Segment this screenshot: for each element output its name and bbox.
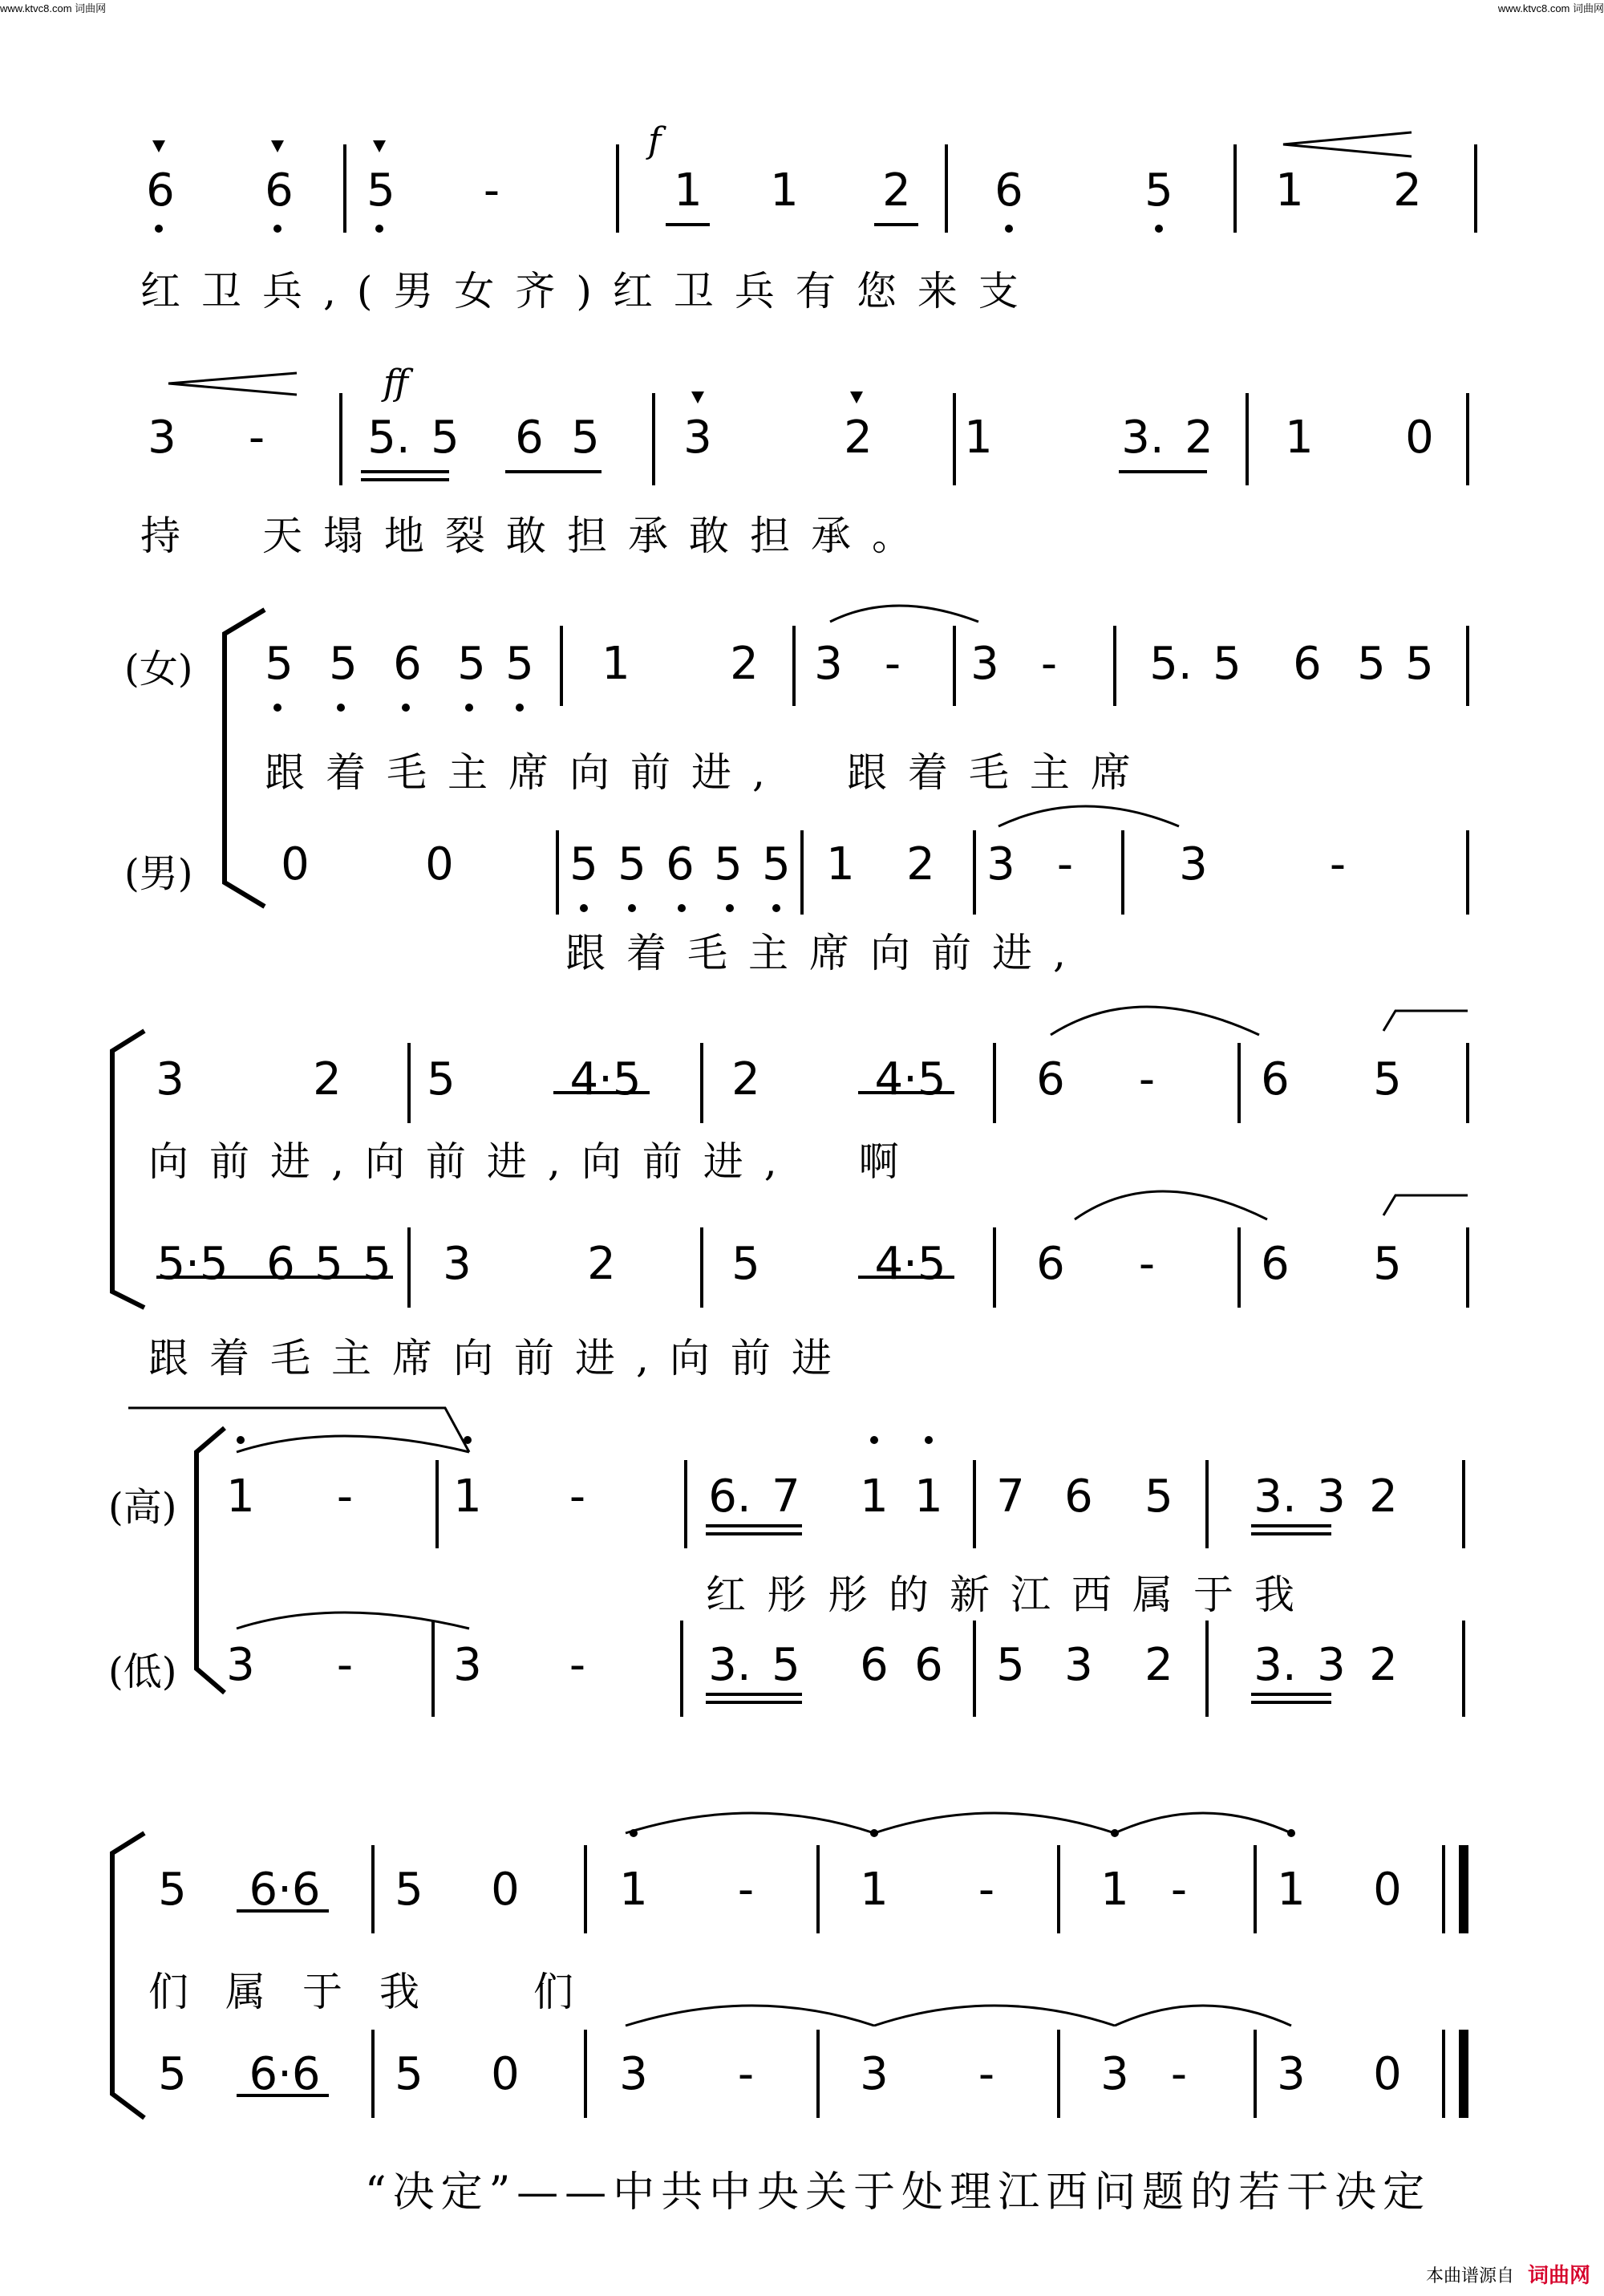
note: 3 <box>683 412 712 464</box>
header-left-watermark: www.ktvc8.com 词曲网 <box>0 2 107 14</box>
note: 1 <box>602 638 630 690</box>
note: 5 <box>1373 1053 1402 1105</box>
note: 5 <box>158 2048 187 2100</box>
note: 5 <box>1357 638 1386 690</box>
note: 5 <box>996 1639 1025 1691</box>
note: - <box>336 1470 354 1523</box>
note: 6 <box>146 164 175 217</box>
note: 2 <box>882 164 911 217</box>
note: 2 <box>1393 164 1422 217</box>
note: 3 <box>148 412 176 464</box>
note: 5. <box>367 412 411 464</box>
note: 5 <box>1405 638 1434 690</box>
note: - <box>884 638 901 690</box>
note: 3 <box>986 838 1015 890</box>
note: 1 <box>770 164 799 217</box>
note: 1 <box>1285 412 1314 464</box>
note: - <box>569 1470 586 1523</box>
note: 5 <box>367 164 395 217</box>
note: 1 <box>453 1470 482 1523</box>
note: 1 <box>860 1470 889 1523</box>
note: 1 <box>914 1470 943 1523</box>
note: 1 <box>826 838 855 890</box>
note: 2 <box>1369 1470 1398 1523</box>
note: 5 <box>265 638 294 690</box>
note: 3 <box>453 1639 482 1691</box>
lyrics-line: 持 天塌地裂敢担承敢担承。 <box>140 513 933 559</box>
note: 5. <box>1149 638 1193 690</box>
note: - <box>1170 2048 1188 2100</box>
note: 5 <box>1213 638 1241 690</box>
note: 1 <box>964 412 993 464</box>
note: - <box>1329 838 1347 890</box>
note: 3 <box>1179 838 1208 890</box>
note: - <box>1138 1053 1156 1105</box>
note: 3. <box>1121 412 1165 464</box>
note: 6 <box>1293 638 1322 690</box>
note: 2 <box>587 1238 616 1290</box>
note: 2 <box>313 1053 342 1105</box>
note: 3 <box>1100 2048 1129 2100</box>
note: 1 <box>674 164 703 217</box>
note: 4·5 <box>874 1053 946 1105</box>
note: 5 <box>569 838 598 890</box>
note: 3. <box>1254 1639 1297 1691</box>
note: 5 <box>431 412 460 464</box>
note: 1 <box>1277 1864 1306 1916</box>
note: 0 <box>491 1864 520 1916</box>
note: 0 <box>425 838 454 890</box>
note: - <box>483 164 500 217</box>
note: - <box>978 1864 995 1916</box>
note: 5 <box>1144 164 1173 217</box>
note: 0 <box>281 838 310 890</box>
note: 3 <box>1064 1639 1093 1691</box>
note: 4·5 <box>874 1238 946 1290</box>
note: 0 <box>1373 1864 1402 1916</box>
note: 3 <box>860 2048 889 2100</box>
note: 1 <box>1275 164 1304 217</box>
note: 6 <box>515 412 544 464</box>
note: - <box>978 2048 995 2100</box>
note: 7 <box>772 1470 800 1523</box>
note: 2 <box>906 838 935 890</box>
note: 1 <box>860 1864 889 1916</box>
part-label-high: (高) <box>108 1485 177 1530</box>
note: - <box>737 2048 755 2100</box>
dynamic-marking: f <box>648 120 662 161</box>
note: 0 <box>491 2048 520 2100</box>
note: 3 <box>156 1053 184 1105</box>
note: 1 <box>226 1470 255 1523</box>
note: 3 <box>1317 1470 1346 1523</box>
note: 2 <box>844 412 873 464</box>
note: 3. <box>708 1639 751 1691</box>
note: 6·6 <box>249 2048 321 2100</box>
note: 6 <box>860 1639 889 1691</box>
note: 0 <box>1373 2048 1402 2100</box>
note: 3 <box>1277 2048 1306 2100</box>
note: 5 <box>762 838 791 890</box>
note: 6 <box>1261 1238 1290 1290</box>
note: 6 <box>914 1639 943 1691</box>
lyrics-line-upper: 向前进,向前进,向前进, 啊 <box>148 1138 920 1185</box>
note: 1 <box>1100 1864 1129 1916</box>
note: 4·5 <box>569 1053 642 1105</box>
note: 3 <box>226 1639 255 1691</box>
note: 5 <box>457 638 486 690</box>
note: 5 <box>505 638 534 690</box>
note: 3 <box>443 1238 472 1290</box>
lyrics-line-male: 跟着毛主席向前进, <box>565 930 1087 976</box>
note: 3 <box>1317 1639 1346 1691</box>
note: - <box>569 1639 586 1691</box>
note: 5 <box>731 1238 760 1290</box>
lyrics-line-lower: 跟着毛主席向前进,向前进 <box>148 1335 853 1381</box>
note: 6 <box>1036 1238 1065 1290</box>
note: 5 <box>571 412 600 464</box>
note: - <box>737 1864 755 1916</box>
watermark-brand-logo[interactable]: 词曲网 <box>1528 2263 1591 2287</box>
part-label-low: (低) <box>108 1649 177 1694</box>
note: 3 <box>814 638 843 690</box>
footnote: “决定”——中共中央关于处理江西问题的若干决定 <box>365 2168 1432 2217</box>
note: 5 <box>772 1639 800 1691</box>
lyrics-line-final: 们属于我 们 <box>148 1969 610 2015</box>
note: 5 <box>158 1864 187 1916</box>
note: 5 <box>618 838 646 890</box>
note: 5 <box>1144 1470 1173 1523</box>
note: - <box>1170 1864 1188 1916</box>
part-label-female: (女) <box>124 647 193 692</box>
lyrics-line: 红卫兵,(男女齐)红卫兵有您来支 <box>140 268 1039 314</box>
note: 3 <box>619 2048 648 2100</box>
lyrics-line-high: 红彤彤的新江西属于我 <box>706 1572 1315 1618</box>
note: - <box>1056 838 1074 890</box>
note: - <box>248 412 265 464</box>
note: 6. <box>708 1470 751 1523</box>
note: 5 <box>395 2048 423 2100</box>
note: 2 <box>1369 1639 1398 1691</box>
note: 3 <box>970 638 999 690</box>
note: 6 <box>1261 1053 1290 1105</box>
note: 5 <box>427 1053 456 1105</box>
note: 6 <box>1064 1470 1093 1523</box>
note: 5 <box>363 1238 391 1290</box>
note: 7 <box>996 1470 1025 1523</box>
note: - <box>336 1639 354 1691</box>
note: 2 <box>1185 412 1213 464</box>
watermark-text: 本曲谱源自 <box>1426 2266 1515 2286</box>
note: 6 <box>266 1238 295 1290</box>
note: 5·5 <box>156 1238 229 1290</box>
header-right-watermark: www.ktvc8.com 词曲网 <box>1497 2 1604 14</box>
note: - <box>1040 638 1058 690</box>
dynamic-marking: ff <box>383 363 409 404</box>
note: 5 <box>1373 1238 1402 1290</box>
note: 2 <box>731 1053 760 1105</box>
note: - <box>1138 1238 1156 1290</box>
note: 0 <box>1405 412 1434 464</box>
note: 6 <box>393 638 422 690</box>
note: 6 <box>994 164 1023 217</box>
note: 6 <box>265 164 294 217</box>
lyrics-line-female: 跟着毛主席向前进, 跟着毛主席 <box>265 749 1152 796</box>
note: 3. <box>1254 1470 1297 1523</box>
note: 6 <box>1036 1053 1065 1105</box>
part-label-male: (男) <box>124 851 193 896</box>
note: 2 <box>1144 1639 1173 1691</box>
note: 6 <box>666 838 695 890</box>
note: 2 <box>730 638 759 690</box>
note: 5 <box>329 638 358 690</box>
note: 5 <box>714 838 743 890</box>
note: 1 <box>619 1864 648 1916</box>
note: 5 <box>314 1238 343 1290</box>
note: 5 <box>395 1864 423 1916</box>
note: 6·6 <box>249 1864 321 1916</box>
